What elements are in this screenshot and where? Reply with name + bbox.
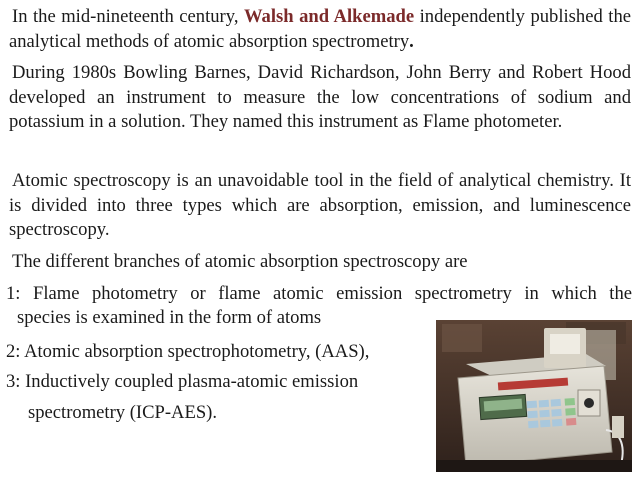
p1-text-after: independently published the analytical methods of atomic absorption spectrometry bbox=[9, 6, 631, 52]
paragraph-atomic-spectroscopy: Atomic spectroscopy is an unavoidable tool in the field of analytical chemistry. It is divided into three types which are absorption, emission, and luminescence spectroscopy. bbox=[9, 170, 631, 240]
flame-photometer-illustration bbox=[436, 320, 632, 472]
p1-text-before: In the mid-nineteenth century, bbox=[12, 6, 244, 27]
highlight-names: Walsh and Alkemade bbox=[243, 6, 415, 27]
paragraph-history-2: During 1980s Bowling Barnes, David Richardson, John Berry and Robert Hood developed an instrument to measure the low concentrations of sodium and potassium in a solution. They named this instrument as Flame photometer. bbox=[9, 62, 631, 132]
list-item-3-line-1: 3: Inductively coupled plasma-atomic emission bbox=[6, 371, 359, 392]
list-item-1-line-2: species is examined in the form of atoms bbox=[17, 307, 322, 328]
list-item-1-line-1: 1: Flame photometry or flame atomic emission spectrometry in which the bbox=[6, 283, 632, 304]
list-item-2: 2: Atomic absorption spectrophotometry, (AAS), bbox=[6, 341, 370, 362]
flame-photometer-photo bbox=[436, 320, 632, 472]
paragraph-branches-intro: The different branches of atomic absorption spectroscopy are bbox=[12, 251, 468, 272]
paragraph-history-1 bbox=[9, 5, 631, 54]
list-item-3-line-2: spectrometry (ICP-AES). bbox=[28, 402, 217, 423]
p1-period: . bbox=[409, 30, 414, 52]
